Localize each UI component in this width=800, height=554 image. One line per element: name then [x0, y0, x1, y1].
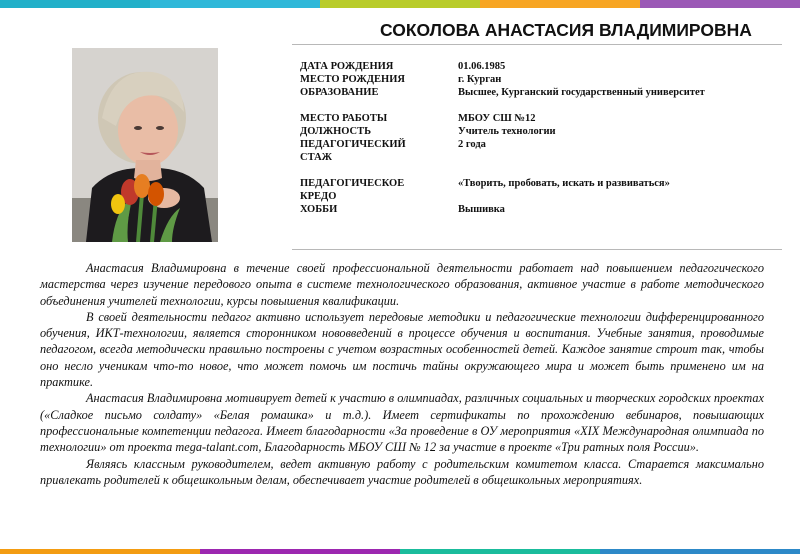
info-divider — [292, 249, 782, 250]
bio-paragraph-3: Анастасия Владимировна мотивирует детей к участию в олимпиадах, различных социальных и творческих городских проектах («Сладкое письмо солдату» «Белая ромашка» и т.д.). Имеет сертификаты по прохождению вебинаров, повышающих профессиональные компетенции педагога. Имеет благодарности «За проведение в ОУ мероприятия «XIX Международная олимпиада по технологии» от проекта mega-talant.com, Благодарность МБОУ СШ № 12 за участие в проекте «Три ратных поля России». — [40, 391, 764, 455]
portrait-illustration — [72, 48, 218, 242]
header-divider — [292, 44, 782, 45]
info-row-workplace — [300, 112, 770, 125]
info-row-birth-date — [300, 60, 770, 73]
bottom-bar-segment — [400, 549, 600, 554]
portrait-photo — [72, 48, 218, 242]
experience-label-cont: СТАЖ — [300, 152, 333, 163]
bottom-color-bar — [0, 549, 800, 554]
top-bar-segment — [640, 0, 800, 8]
hobby-label: ХОББИ — [300, 204, 338, 215]
bio-paragraph-1: Анастасия Владимировна в течение своей профессиональной деятельности работает над повышением педагогического мастерства через изучение передового опыта в системе технологического образования, активное участие в работе методического объединения учителей технологии, курсы повышения квалификации. — [40, 261, 764, 308]
birth-date-value: 01.06.1985 — [458, 61, 506, 72]
bio-paragraph-2: В своей деятельности педагог активно использует передовые методики и педагогические технологии дифференцированного обучения, ИКТ-технологии, является сторонником нововведений в процессе обучения и воспитания. Учебные занятия, проводимые педагогом, всегда методически правильно построены с учетом возрастных особенностей детей. Каждое занятие строит так, чтобы оно несло ученикам что-то новое, что может помочь им постичь тайны окружающего мира и может быть применено им на практике. — [40, 309, 764, 390]
info-row-position — [300, 125, 770, 138]
credo-value: «Творить, пробовать, искать и развиваться» — [458, 178, 670, 189]
workplace-value: МБОУ СШ №12 — [458, 113, 536, 124]
top-bar-segment — [150, 0, 320, 8]
birth-place-label: МЕСТО РОЖДЕНИЯ — [300, 74, 405, 85]
bottom-bar-segment — [600, 549, 800, 554]
top-bar-segment — [0, 0, 150, 8]
info-row-experience — [300, 138, 770, 151]
birth-place-value: г. Курган — [458, 74, 502, 85]
experience-value: 2 года — [458, 139, 486, 150]
biography-text — [40, 260, 764, 488]
education-value: Высшее, Курганский государственный университет — [458, 87, 705, 98]
bottom-bar-segment — [0, 549, 200, 554]
personal-info-table — [300, 60, 770, 216]
credo-label: ПЕДАГОГИЧЕСКОЕ — [300, 178, 405, 189]
bottom-bar-segment — [200, 549, 400, 554]
credo-label-cont: КРЕДО — [300, 191, 337, 202]
info-row-credo — [300, 177, 770, 190]
top-bar-segment — [320, 0, 480, 8]
person-name-title: СОКОЛОВА АНАСТАСИЯ ВЛАДИМИРОВНА — [380, 20, 752, 40]
info-row-education — [300, 86, 770, 99]
top-color-bar — [0, 0, 800, 8]
position-value: Учитель технологии — [458, 126, 556, 137]
experience-label: ПЕДАГОГИЧЕСКИЙ — [300, 139, 406, 150]
info-row-hobby — [300, 203, 770, 216]
info-row-birth-place — [300, 73, 770, 86]
birth-date-label: ДАТА РОЖДЕНИЯ — [300, 61, 394, 72]
education-label: ОБРАЗОВАНИЕ — [300, 87, 379, 98]
info-row-credo-cont — [300, 190, 770, 203]
position-label: ДОЛЖНОСТЬ — [300, 126, 372, 137]
hobby-value: Вышивка — [458, 204, 505, 215]
info-row-experience-cont — [300, 151, 770, 164]
workplace-label: МЕСТО РАБОТЫ — [300, 113, 388, 124]
top-bar-segment — [480, 0, 640, 8]
bio-paragraph-4: Являясь классным руководителем, ведет активную работу с родительским комитетом класса. Старается максимально привлекать родителей к общешкольным делам, обеспечивает участие родителей в общешкольных мероприятиях. — [40, 456, 764, 487]
